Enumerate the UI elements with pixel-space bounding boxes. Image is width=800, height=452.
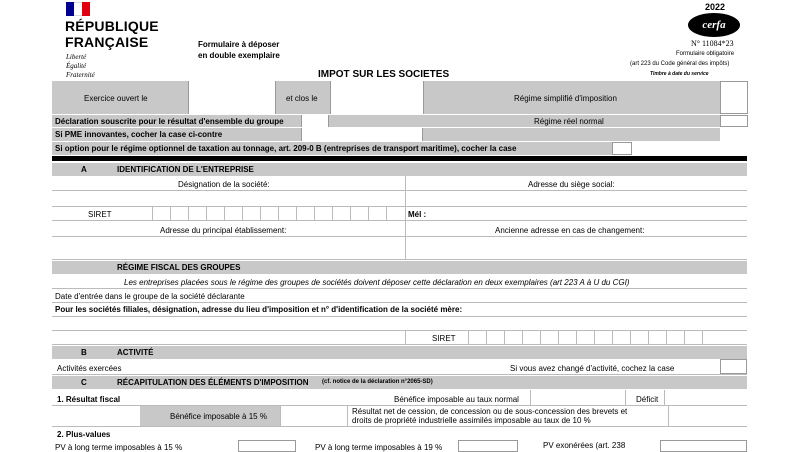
timbre-label: Timbre à date du service: [650, 71, 709, 77]
section-a-title: IDENTIFICATION DE L'ENTREPRISE: [117, 165, 254, 174]
pv-19-field[interactable]: [458, 440, 518, 452]
benefice-normal-label: Bénéfice imposable au taux normal: [394, 395, 519, 404]
cerfa-number: N° 11084*23: [691, 39, 734, 48]
motto-egalite: Égalité: [66, 62, 87, 70]
cession-label-2: droits de propriété industrielle assimilés imposable au taux de 10 %: [352, 416, 591, 425]
adresse-principal-label: Adresse du principal établissement:: [160, 226, 287, 235]
exercice-start-field[interactable]: [188, 81, 276, 114]
tonnage-label: Si option pour le régime optionnel de taxation au tonnage, art. 209-0 B (entreprises de transport maritime), cocher la case: [55, 144, 517, 153]
pv-15-field[interactable]: [238, 440, 296, 452]
pme-label: Si PME innovantes, cocher la case ci-contre: [55, 130, 223, 139]
siret-input[interactable]: [152, 206, 404, 220]
groupes-siret-input[interactable]: [468, 330, 720, 344]
regime-reel-label: Régime réel normal: [534, 117, 604, 126]
section-c-title: RÉCAPITULATION DES ÉLÉMENTS D'IMPOSITION: [117, 378, 309, 387]
pme-checkbox[interactable]: [301, 128, 423, 141]
adresse-siege-label: Adresse du siège social:: [528, 180, 615, 189]
filiales-field[interactable]: [53, 317, 746, 330]
article-ref: (art 223 du Code général des impôts): [630, 61, 730, 67]
form-title: IMPOT SUR LES SOCIETES: [318, 69, 450, 80]
motto-fraternite: Fraternité: [66, 71, 95, 79]
filiales-label: Pour les sociétés filiales, désignation, adresse du lieu d'imposition et n° d'identification de la société mère:: [55, 305, 463, 314]
activites-field[interactable]: [140, 360, 485, 374]
et-clos-label: et clos le: [286, 94, 318, 103]
benefice-15-field[interactable]: [280, 406, 348, 426]
section-b-letter: B: [81, 348, 87, 357]
tonnage-checkbox[interactable]: [612, 142, 632, 155]
deficit-field[interactable]: [664, 390, 747, 405]
date-entree-field[interactable]: [252, 288, 746, 302]
siret-label: SIRET: [88, 210, 112, 219]
groupes-title: RÉGIME FISCAL DES GROUPES: [117, 263, 241, 272]
section-c-title-note: (cf. notice de la déclaration n°2065-SD): [322, 379, 433, 385]
changement-checkbox[interactable]: [720, 359, 747, 374]
cerfa-logo-text: cerfa: [702, 19, 726, 31]
pv-exonerees-label: PV exonérées (art. 238: [543, 441, 626, 450]
adresse-siege-field[interactable]: [406, 191, 746, 206]
cession-label-1: Résultat net de cession, de concession ou de sous-concession des brevets et: [352, 407, 628, 416]
activites-label: Activités exercées: [57, 364, 122, 373]
regime-simplifie-label: Régime simplifié d'imposition: [514, 94, 617, 103]
form-note-2: en double exemplaire: [198, 51, 280, 60]
groupes-note: Les entreprises placées sous le régime des groupes de sociétés doivent déposer cette déclaration en deux exemplaires (art 223 A à U du CGI): [124, 278, 630, 287]
cerfa-logo: [688, 13, 740, 37]
pv-19-label: PV à long terme imposables à 19 %: [315, 443, 443, 452]
benefice-15-label: Bénéfice imposable à 15 %: [170, 412, 267, 421]
section-b-title: ACTIVITÉ: [117, 348, 154, 357]
deficit-label: Déficit: [636, 395, 659, 404]
republique-line1: RÉPUBLIQUE: [65, 18, 159, 34]
exercice-end-field[interactable]: [330, 81, 424, 114]
thick-separator: [52, 156, 747, 161]
pv-exonerees-field[interactable]: [660, 440, 747, 452]
year: 2022: [705, 2, 726, 12]
declaration-groupe-label: Déclaration souscrite pour le résultat d'ensemble du groupe: [55, 117, 284, 126]
form-note-1: Formulaire à déposer: [198, 40, 280, 49]
section-c-letter: C: [81, 378, 87, 387]
changement-label: Si vous avez changé d'activité, cochez la case: [510, 364, 675, 373]
regime-simplifie-checkbox[interactable]: [720, 81, 748, 114]
mel-label: Mél :: [408, 210, 427, 219]
section-b-header: [52, 346, 747, 359]
groupes-siret-label: SIRET: [432, 334, 456, 343]
resultat-fiscal-label: 1. Résultat fiscal: [57, 395, 121, 404]
ancienne-adresse-field[interactable]: [406, 237, 746, 259]
mel-field[interactable]: [432, 207, 746, 220]
marianne-logo: [66, 2, 90, 16]
date-entree-label: Date d'entrée dans le groupe de la société déclarante: [55, 292, 245, 301]
motto-liberte: Liberté: [66, 53, 87, 61]
regime-reel-checkbox[interactable]: [720, 115, 748, 127]
exercice-ouvert-label: Exercice ouvert le: [84, 94, 148, 103]
form-obligatoire: Formulaire obligatoire: [676, 51, 735, 57]
designation-field[interactable]: [53, 191, 404, 206]
declaration-groupe-checkbox[interactable]: [301, 115, 329, 127]
ancienne-adresse-label: Ancienne adresse en cas de changement:: [495, 226, 645, 235]
republique-line2: FRANÇAISE: [65, 34, 149, 50]
pv-15-label: PV à long terme imposables à 15 %: [55, 443, 183, 452]
plus-values-label: 2. Plus-values: [57, 430, 111, 439]
cession-field[interactable]: [668, 406, 747, 426]
designation-label: Désignation de la société:: [178, 180, 270, 189]
section-a-letter: A: [81, 165, 87, 174]
benefice-normal-field[interactable]: [530, 390, 626, 405]
adresse-principal-field[interactable]: [53, 237, 404, 259]
